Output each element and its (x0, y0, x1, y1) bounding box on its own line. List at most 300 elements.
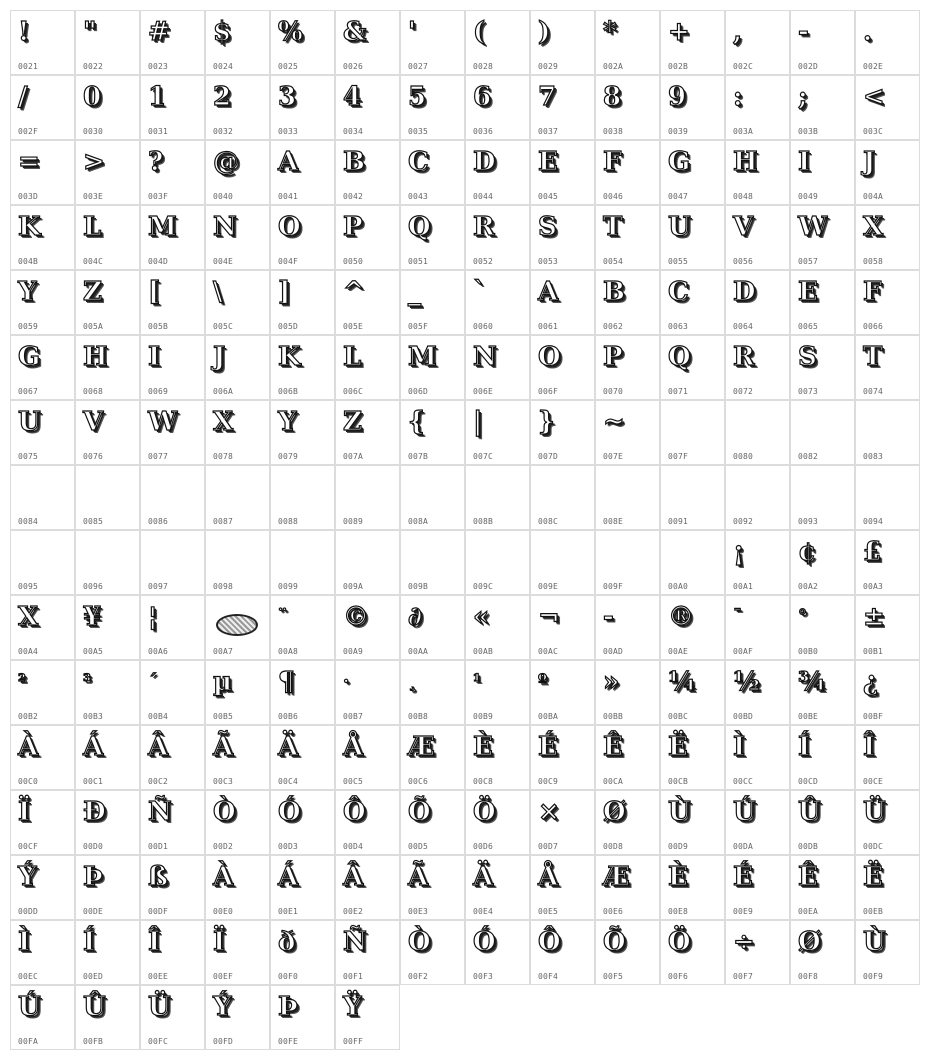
glyph-cell (400, 400, 465, 465)
glyph-code: 00C0 (18, 777, 39, 786)
glyph-char: ° (798, 606, 807, 627)
glyph-char: Ó (278, 797, 301, 827)
glyph-code: 0055 (668, 257, 689, 266)
glyph-char: H (733, 147, 758, 177)
glyph-char: & (343, 17, 367, 47)
glyph-cell (400, 920, 465, 985)
glyph-cell (725, 725, 790, 790)
glyph-char: Þ (278, 992, 298, 1022)
glyph-char: | (473, 407, 483, 437)
glyph-char: ? (148, 147, 164, 177)
glyph-char: A (278, 147, 299, 177)
glyph-code: 003D (18, 192, 39, 201)
glyph-char: ð (278, 927, 296, 957)
glyph-char: S (538, 212, 557, 242)
glyph-cell (140, 10, 205, 75)
glyph-char: º (538, 671, 547, 692)
glyph-code: 0060 (473, 322, 494, 331)
glyph-code: 00C4 (278, 777, 299, 786)
glyph-char: G (18, 342, 41, 372)
glyph-char: 2 (213, 82, 232, 112)
glyph-cell (725, 400, 790, 465)
glyph-cell (725, 10, 790, 75)
glyph-char: ® (668, 602, 694, 632)
glyph-code: 00E1 (278, 907, 299, 916)
glyph-cell (270, 335, 335, 400)
glyph-char: M (408, 342, 437, 372)
glyph-code: 003A (733, 127, 754, 136)
glyph-cell (855, 855, 920, 920)
glyph-cell (855, 595, 920, 660)
glyph-char: Æ (603, 862, 630, 892)
glyph-code: 00A9 (343, 647, 364, 656)
glyph-code: 00EC (18, 972, 39, 981)
glyph-char: ' (408, 17, 416, 47)
glyph-char: Y (278, 407, 297, 437)
glyph-char: ¬ (538, 602, 560, 632)
glyph-code: 005A (83, 322, 104, 331)
glyph-char: Ò (213, 797, 236, 827)
glyph-code: 008E (603, 517, 624, 526)
glyph-code: 004A (863, 192, 884, 201)
glyph-char: K (278, 342, 301, 372)
glyph-code: 005C (213, 322, 234, 331)
glyph-char: Ü (863, 797, 886, 827)
glyph-code: 005E (343, 322, 364, 331)
glyph-cell (140, 855, 205, 920)
glyph-char: É (733, 862, 753, 892)
glyph-cell (465, 75, 530, 140)
glyph-code: 002C (733, 62, 754, 71)
glyph-cell (75, 530, 140, 595)
glyph-cell (10, 270, 75, 335)
glyph-code: 00C2 (148, 777, 169, 786)
glyph-cell (725, 660, 790, 725)
glyph-code: 00AA (408, 647, 429, 656)
glyph-code: 00BD (733, 712, 754, 721)
glyph-cell (140, 75, 205, 140)
glyph-code: 0083 (863, 452, 884, 461)
glyph-code: 009A (343, 582, 364, 591)
glyph-cell (140, 270, 205, 335)
glyph-cell (10, 335, 75, 400)
glyph-cell (270, 530, 335, 595)
glyph-code: 0038 (603, 127, 624, 136)
glyph-code: 00FE (278, 1037, 299, 1046)
glyph-code: 0080 (733, 452, 754, 461)
glyph-cell (660, 10, 725, 75)
glyph-code: 00CA (603, 777, 624, 786)
glyph-code: 004E (213, 257, 234, 266)
glyph-cell (75, 400, 140, 465)
glyph-cell (335, 660, 400, 725)
glyph-char: 7 (538, 82, 557, 112)
glyph-char: Ã (408, 862, 429, 892)
glyph-cell (270, 920, 335, 985)
glyph-code: 005B (148, 322, 169, 331)
glyph-cell (660, 725, 725, 790)
glyph-code: 006D (408, 387, 429, 396)
glyph-char: Õ (603, 927, 626, 957)
glyph-code: 00EB (863, 907, 884, 916)
glyph-cell (140, 595, 205, 660)
glyph-cell (10, 595, 75, 660)
glyph-cell (140, 660, 205, 725)
glyph-char: - (798, 17, 809, 47)
glyph-code: 0077 (148, 452, 169, 461)
glyph-char: À (18, 732, 39, 762)
glyph-char: Ä (278, 732, 299, 762)
glyph-char: Ë (863, 862, 883, 892)
glyph-char: B (343, 147, 365, 177)
glyph-char: ÷ (733, 927, 755, 957)
glyph-char: Þ (83, 862, 103, 892)
glyph-cell (270, 595, 335, 660)
glyph-code: 0053 (538, 257, 559, 266)
glyph-cell (10, 205, 75, 270)
glyph-cell (335, 725, 400, 790)
glyph-cell (10, 530, 75, 595)
glyph-code: 0025 (278, 62, 299, 71)
glyph-char: N (213, 212, 237, 242)
glyph-cell (335, 920, 400, 985)
glyph-code: 00FF (343, 1037, 364, 1046)
glyph-code: 009E (538, 582, 559, 591)
glyph-cell (790, 140, 855, 205)
glyph-code: 0046 (603, 192, 624, 201)
glyph-code: 0070 (603, 387, 624, 396)
glyph-char: Õ (408, 797, 431, 827)
glyph-char: . (863, 17, 873, 47)
glyph-char: Û (798, 797, 821, 827)
glyph-cell (660, 465, 725, 530)
glyph-code: 0039 (668, 127, 689, 136)
glyph-char: ( (473, 17, 486, 47)
glyph-char: F (603, 147, 622, 177)
glyph-cell (270, 465, 335, 530)
glyph-cell (140, 725, 205, 790)
glyph-cell (205, 400, 270, 465)
glyph-code: 003C (863, 127, 884, 136)
glyph-code: 00A0 (668, 582, 689, 591)
glyph-code: 0040 (213, 192, 234, 201)
glyph-cell (595, 400, 660, 465)
glyph-cell (855, 790, 920, 855)
glyph-cell (270, 790, 335, 855)
glyph-cell (335, 10, 400, 75)
glyph-cell (205, 790, 270, 855)
glyph-char: - (603, 602, 614, 632)
glyph-char: Ø (603, 797, 626, 827)
glyph-cell (10, 660, 75, 725)
glyph-char: Á (83, 732, 104, 762)
glyph-char: ¸ (408, 671, 417, 692)
glyph-code: 0071 (668, 387, 689, 396)
glyph-char: × (538, 797, 560, 827)
glyph-cell (465, 270, 530, 335)
glyph-char: B (603, 277, 625, 307)
glyph-code: 008B (473, 517, 494, 526)
glyph-char: U (668, 212, 691, 242)
glyph-code: 00D7 (538, 842, 559, 851)
glyph-cell (335, 75, 400, 140)
glyph-char: µ (213, 667, 233, 697)
glyph-cell (530, 335, 595, 400)
glyph-char: R (733, 342, 755, 372)
glyph-char: ± (863, 602, 885, 632)
glyph-code: 0045 (538, 192, 559, 201)
glyph-char: À (213, 862, 234, 892)
glyph-char: [ (148, 277, 161, 307)
glyph-cell (530, 790, 595, 855)
glyph-cell (335, 270, 400, 335)
glyph-char: J (863, 147, 876, 177)
glyph-char: ∂ (408, 602, 422, 632)
glyph-char: ½ (733, 667, 761, 697)
glyph-cell (335, 855, 400, 920)
glyph-char: Î (148, 927, 161, 957)
glyph-char: 6 (473, 82, 492, 112)
glyph-cell (790, 205, 855, 270)
glyph-char: ² (18, 671, 26, 692)
glyph-cell (790, 790, 855, 855)
glyph-char: N (473, 342, 497, 372)
glyph-char: @ (213, 147, 239, 177)
glyph-char: ß (148, 862, 168, 892)
glyph-code: 0058 (863, 257, 884, 266)
glyph-cell (855, 920, 920, 985)
glyph-code: 007D (538, 452, 559, 461)
glyph-code: 003B (798, 127, 819, 136)
glyph-char: Ô (538, 927, 561, 957)
glyph-cell (725, 75, 790, 140)
glyph-char: > (83, 147, 105, 177)
glyph-char: Í (83, 927, 96, 957)
glyph-code: 00DF (148, 907, 169, 916)
glyph-cell (140, 790, 205, 855)
glyph-cell (465, 920, 530, 985)
glyph-cell (10, 920, 75, 985)
glyph-cell (400, 75, 465, 140)
glyph-cell (790, 920, 855, 985)
glyph-char: ^ (343, 277, 365, 307)
glyph-char: O (278, 212, 301, 242)
glyph-char: Ù (668, 797, 691, 827)
glyph-cell (270, 985, 335, 1050)
glyph-cell (855, 335, 920, 400)
glyph-code: 00FD (213, 1037, 234, 1046)
glyph-char: ¼ (668, 667, 696, 697)
glyph-cell (140, 920, 205, 985)
glyph-char: D (473, 147, 496, 177)
glyph-cell (465, 335, 530, 400)
glyph-char: ! (18, 17, 30, 47)
glyph-char: A (538, 277, 559, 307)
glyph-code: 0027 (408, 62, 429, 71)
glyph-code: 00DC (863, 842, 884, 851)
glyph-char: R (473, 212, 495, 242)
glyph-char: S (798, 342, 817, 372)
glyph-char: # (148, 17, 170, 47)
glyph-cell (205, 205, 270, 270)
glyph-cell (75, 920, 140, 985)
glyph-code: 0093 (798, 517, 819, 526)
glyph-code: 00DE (83, 907, 104, 916)
glyph-cell (660, 335, 725, 400)
glyph-code: 0032 (213, 127, 234, 136)
glyph-cell (530, 400, 595, 465)
glyph-code: 0059 (18, 322, 39, 331)
glyph-char: ¥ (83, 602, 102, 632)
glyph-char: E (798, 277, 818, 307)
glyph-code: 004B (18, 257, 39, 266)
glyph-code: 00F6 (668, 972, 689, 981)
glyph-code: 006C (343, 387, 364, 396)
glyph-cell (725, 920, 790, 985)
glyph-cell (75, 725, 140, 790)
glyph-code: 0021 (18, 62, 39, 71)
glyph-char: G (668, 147, 691, 177)
glyph-code: 00C6 (408, 777, 429, 786)
glyph-char: Ì (733, 732, 746, 762)
glyph-code: 00B4 (148, 712, 169, 721)
glyph-code: 00F2 (408, 972, 429, 981)
glyph-cell (465, 660, 530, 725)
glyph-char: , (733, 17, 743, 47)
glyph-char: © (343, 602, 369, 632)
glyph-code: 0086 (148, 517, 169, 526)
glyph-cell (400, 595, 465, 660)
glyph-cell (75, 140, 140, 205)
glyph-char: C (668, 277, 689, 307)
glyph-code: 0076 (83, 452, 104, 461)
glyph-char: L (83, 212, 102, 242)
glyph-code: 003E (83, 192, 104, 201)
glyph-cell (530, 725, 595, 790)
glyph-code: 0072 (733, 387, 754, 396)
glyph-cell (855, 530, 920, 595)
glyph-code: 00B6 (278, 712, 299, 721)
glyph-cell (465, 530, 530, 595)
glyph-code: 00E0 (213, 907, 234, 916)
glyph-code: 00C1 (83, 777, 104, 786)
glyph-char: X (863, 212, 884, 242)
glyph-char: È (473, 732, 493, 762)
glyph-cell (205, 985, 270, 1050)
glyph-char: ¯ (733, 606, 742, 627)
glyph-code: 0082 (798, 452, 819, 461)
glyph-cell (75, 985, 140, 1050)
glyph-char: _ (408, 277, 421, 307)
glyph-char: Ò (408, 927, 431, 957)
glyph-code: 00D3 (278, 842, 299, 851)
glyph-cell (10, 985, 75, 1050)
glyph-char: : (733, 82, 743, 112)
glyph-cell (595, 465, 660, 530)
glyph-code: 0028 (473, 62, 494, 71)
glyph-cell (140, 205, 205, 270)
glyph-cell (855, 660, 920, 725)
glyph-code: 00D4 (343, 842, 364, 851)
glyph-cell (400, 140, 465, 205)
glyph-code: 0098 (213, 582, 234, 591)
glyph-cell (790, 725, 855, 790)
glyph-char: + (668, 17, 690, 47)
glyph-char: I (148, 342, 161, 372)
glyph-code: 00E8 (668, 907, 689, 916)
glyph-cell (205, 75, 270, 140)
glyph-code: 00BB (603, 712, 624, 721)
glyph-code: 00AB (473, 647, 494, 656)
ornament-glyph (216, 614, 258, 636)
glyph-cell (335, 595, 400, 660)
glyph-cell (205, 725, 270, 790)
glyph-cell (400, 465, 465, 530)
glyph-cell (790, 530, 855, 595)
glyph-cell (595, 270, 660, 335)
glyph-code: 0031 (148, 127, 169, 136)
glyph-code: 00B9 (473, 712, 494, 721)
glyph-char: P (343, 212, 363, 242)
glyph-char: 1 (148, 82, 167, 112)
glyph-char: Ÿ (343, 992, 362, 1022)
glyph-code: 00E2 (343, 907, 364, 916)
glyph-cell (660, 660, 725, 725)
glyph-char: Ñ (148, 797, 172, 827)
glyph-cell (530, 270, 595, 335)
glyph-char: Ü (148, 992, 171, 1022)
glyph-char: Ý (18, 862, 37, 892)
glyph-char: » (603, 667, 620, 697)
glyph-char: ] (278, 277, 291, 307)
glyph-char: F (863, 277, 882, 307)
glyph-char: Ð (83, 797, 106, 827)
glyph-char: $ (213, 17, 232, 47)
glyph-char: U (18, 407, 41, 437)
glyph-code: 006B (278, 387, 299, 396)
glyph-code: 002B (668, 62, 689, 71)
glyph-code: 0088 (278, 517, 299, 526)
glyph-code: 00F8 (798, 972, 819, 981)
glyph-char: ¢ (798, 537, 817, 567)
glyph-char: Ë (668, 732, 688, 762)
glyph-cell (400, 335, 465, 400)
glyph-code: 0052 (473, 257, 494, 266)
glyph-char: H (83, 342, 108, 372)
glyph-code: 00B8 (408, 712, 429, 721)
glyph-char: ¨ (278, 606, 287, 627)
glyph-cell (660, 205, 725, 270)
glyph-cell (75, 335, 140, 400)
glyph-cell (335, 985, 400, 1050)
glyph-cell (270, 855, 335, 920)
glyph-char: O (538, 342, 561, 372)
glyph-char: ` (473, 277, 486, 307)
glyph-cell (855, 400, 920, 465)
glyph-code: 0068 (83, 387, 104, 396)
glyph-cell (205, 465, 270, 530)
glyph-cell (400, 660, 465, 725)
glyph-cell (725, 465, 790, 530)
glyph-char: ¦ (148, 602, 158, 632)
glyph-cell (595, 725, 660, 790)
glyph-cell (660, 400, 725, 465)
glyph-char: Q (668, 342, 691, 372)
glyph-char: C (408, 147, 429, 177)
glyph-char: 3 (278, 82, 297, 112)
glyph-char: Ù (863, 927, 886, 957)
glyph-cell (10, 400, 75, 465)
